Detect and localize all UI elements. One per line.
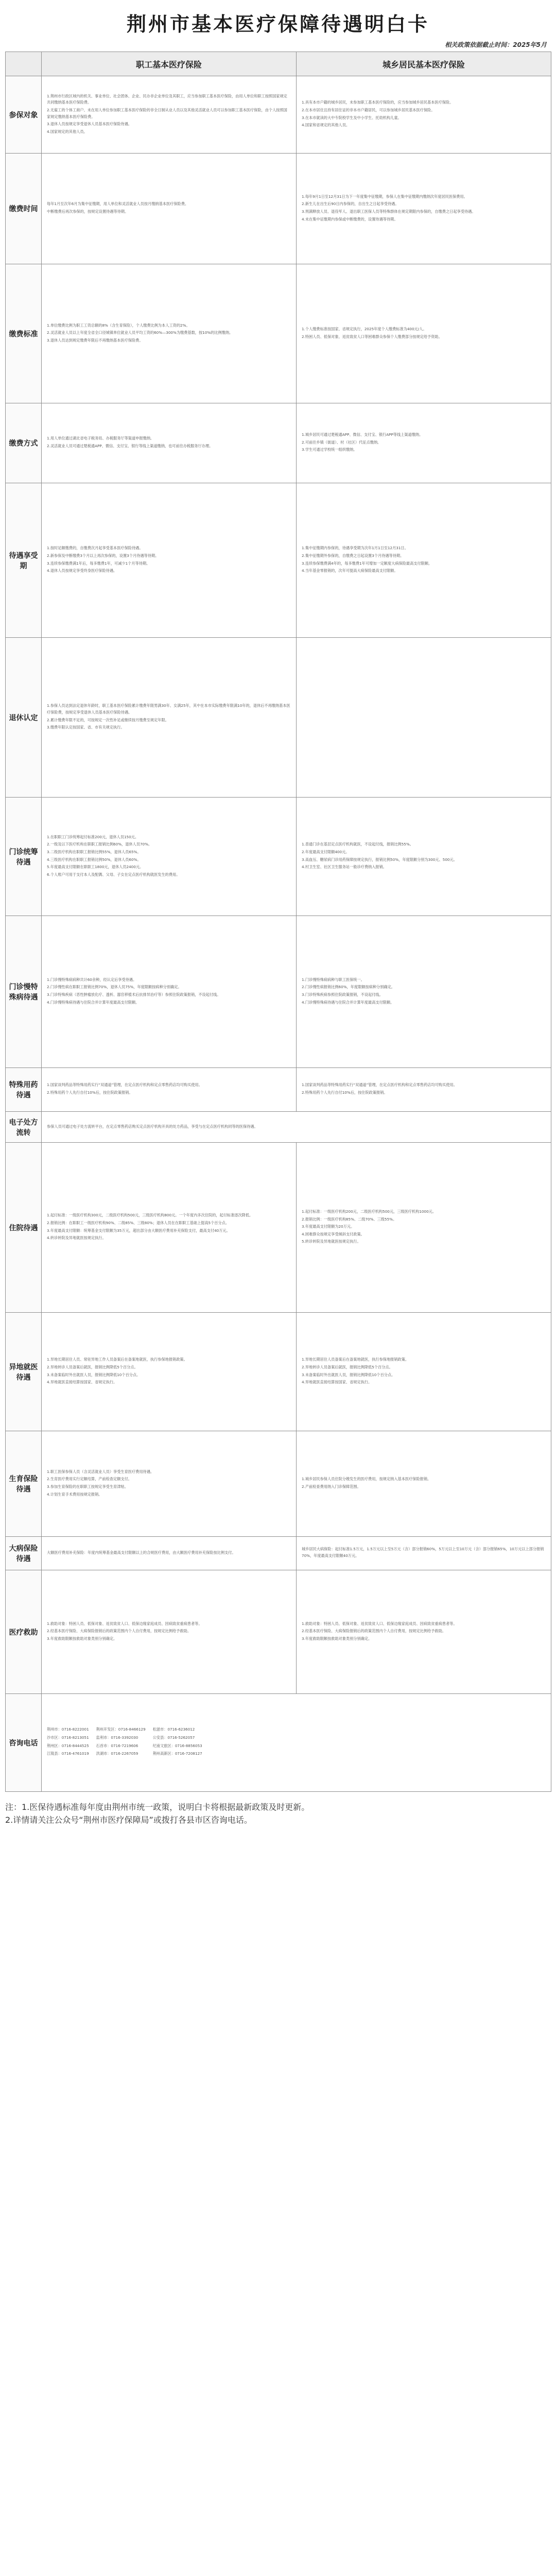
employee-paragraph: 1.在职职工门诊统筹起付标准200元，退休人员150元。	[47, 834, 139, 839]
resident-paragraph: 1.个人缴费标准按国家、省规定执行，2025年度个人缴费标准为400元/人。	[302, 326, 427, 331]
resident-cell	[297, 1143, 551, 1313]
table-row	[6, 154, 551, 264]
resident-paragraph: 4.未在集中征缴期内参保或中断缴费的，设置待遇等待期。	[302, 216, 398, 222]
employee-cell	[42, 798, 297, 916]
resident-paragraph: 3.学生可通过学校统一组织缴纳。	[302, 447, 357, 452]
employee-paragraph: 4.转诊转院及异地就医按规定执行。	[47, 1235, 106, 1241]
employee-cell	[42, 638, 297, 798]
contact-phone: 公安县：0716-5262057	[152, 1735, 195, 1740]
table-row	[6, 264, 551, 403]
resident-paragraph: 2.特困人员、低保对象、返贫致贫人口等困难群众参保个人缴费部分按规定给予资助。	[302, 334, 442, 339]
table-row	[6, 1537, 551, 1570]
resident-paragraph: 4.异地就医直接结算按国家、省规定执行。	[302, 1380, 372, 1385]
employee-paragraph: 1.门诊慢特殊病病种共计60余种，经认定后享受待遇。	[47, 977, 137, 982]
row-label: 电子处方流转	[6, 1112, 42, 1143]
employee-paragraph: 3.年度最高支付限额：统筹基金支付限额为35万元，超出部分由大额医疗费用补充保险支付，最高支付40万元。	[47, 1228, 230, 1233]
employee-paragraph: 1.用人单位通过湖北省电子税务局、办税服务厅等渠道申报缴纳。	[47, 436, 154, 441]
employee-cell	[42, 1313, 297, 1431]
contact-phone: 江陵县：0716-4761019	[47, 1751, 89, 1756]
row-label: 缴费时间	[6, 154, 42, 264]
resident-paragraph: 2.门诊慢性病报销比例60%，年度限额按病种分别确定。	[302, 985, 395, 990]
resident-paragraph: 4.村卫生室、社区卫生服务站一般诊疗费纳入报销。	[302, 865, 387, 870]
header-employee: 职工基本医疗保险	[42, 52, 297, 76]
contact-phone: 洪湖市：0716-2267059	[96, 1751, 138, 1756]
employee-paragraph: 1.职工医保参保人员（含灵活就业人员）享受生育医疗费用待遇。	[47, 1469, 154, 1474]
row-label: 异地就医待遇	[6, 1313, 42, 1431]
resident-paragraph: 1.救助对象：特困人员、低保对象、返贫致贫人口、低保边缘家庭成员、因病致贫重病患者等。	[302, 1621, 457, 1626]
table-row	[6, 1313, 551, 1431]
employee-paragraph: 2.新参保及中断缴费3个月以上再次参保的，设置3个月待遇等待期。	[47, 553, 159, 558]
resident-paragraph: 3.门诊特殊疾病参照住院政策报销，不设起付线。	[302, 992, 383, 997]
resident-cell	[297, 1570, 551, 1694]
resident-cell	[297, 916, 551, 1068]
resident-paragraph: 2.在本市居住且持有居住证的非本市户籍居民，可以参加城乡居民基本医疗保险。	[302, 107, 435, 112]
policy-date: 相关政策依据截止时间：2025年5月	[445, 41, 547, 48]
header-category	[6, 52, 42, 76]
employee-paragraph: 4.三级医疗机构在职职工报销比例50%，退休人员60%。	[47, 857, 141, 862]
resident-cell	[297, 1313, 551, 1431]
row-label: 生育保险待遇	[6, 1431, 42, 1537]
employee-paragraph: 2.灵活就业人员可通过楚税通APP、微信、支付宝、银行等线上渠道缴纳，也可前往办税服务厅办理。	[47, 444, 213, 448]
employee-paragraph: 4.计划生育手术费用按规定报销。	[47, 1492, 102, 1497]
benefit-table	[5, 52, 551, 1792]
employee-paragraph: 1.单位缴费比例为职工工资总额的8%（含生育保险），个人缴费比例为本人工资的2%。	[47, 323, 190, 328]
resident-paragraph: 1.普通门诊在基层定点医疗机构就医，不设起付线，报销比例55%。	[302, 842, 413, 847]
employee-paragraph: 1.参保人员达到法定退休年龄时，职工基本医疗保险累计缴费年限男满30年、女满25年，其中在本市实际缴费年限满10年的，退休后不再缴纳基本医疗保险费，按规定享受退休人员基本医疗保险待遇。	[47, 703, 290, 715]
resident-paragraph: 1.城乡居民可通过楚税通APP、微信、支付宝、银行APP等线上渠道缴纳。	[302, 432, 423, 437]
row-label: 退休认定	[6, 638, 42, 798]
employee-paragraph: 2.异地转诊人员备案后就医，报销比例降低5个百分点。	[47, 1364, 138, 1369]
row-label: 大病保险待遇	[6, 1537, 42, 1570]
contact-phone: 荆州区：0716-8444525	[47, 1743, 89, 1748]
employee-paragraph: 1.按时足额缴费的，自缴费次月起享受基本医疗保险待遇。	[47, 546, 143, 551]
employee-paragraph: 4.异地就医直接结算按国家、省规定执行。	[47, 1380, 117, 1385]
employee-cell	[42, 1570, 297, 1694]
employee-paragraph: 3.二级医疗机构在职职工报销比例55%，退休人员65%。	[47, 849, 141, 854]
resident-paragraph: 3.未备案临时外出就医人员，报销比例降低10个百分点。	[302, 1372, 395, 1377]
resident-cell	[297, 403, 551, 483]
employee-paragraph: 1.异地长期居住人员、常驻异地工作人员备案后在备案地就医，执行参保地报销政策。	[47, 1357, 187, 1362]
resident-paragraph: 3.年度最高支付限额为20万元。	[302, 1224, 355, 1229]
contact-phone: 监利市：0716-3392030	[96, 1735, 138, 1740]
employee-paragraph: 3.未备案临时外出就医人员，报销比例降低10个百分点。	[47, 1372, 141, 1377]
table-row	[6, 1143, 551, 1313]
table-row	[6, 76, 551, 154]
employee-paragraph: 2.生育医疗费用实行定额结算，产前检查定额支付。	[47, 1477, 132, 1482]
employee-paragraph: 大额医疗费用补充保险：年度内统筹基金最高支付限额以上的合规医疗费用，由大额医疗费用补充保险按比例支付。	[47, 1550, 236, 1555]
resident-paragraph: 3.在本市就读的大中专院校学生及中小学生、托幼机构儿童。	[302, 115, 402, 120]
table-row	[6, 1431, 551, 1537]
resident-paragraph: 1.门诊慢特殊病病种与职工医保统一。	[302, 977, 364, 982]
table-row	[6, 1068, 551, 1112]
employee-paragraph: 3.参加生育保险的在职职工按规定享受生育津贴。	[47, 1484, 128, 1489]
employee-cell	[42, 483, 297, 638]
employee-paragraph: 1.荆州市行政区域内的机关、事业单位、社会团体、企业、民办非企业单位及其职工，应当参加职工基本医疗保险，由用人单位和职工按照国家规定共同缴纳基本医疗保险费。	[47, 93, 287, 105]
employee-cell	[42, 1068, 297, 1112]
contact-phone: 荆州开发区：0716-8466129	[96, 1727, 146, 1732]
resident-cell	[297, 483, 551, 638]
resident-paragraph: 1.集中征缴期内参保的，待遇享受期为次年1月1日至12月31日。	[302, 546, 408, 551]
employee-paragraph: 5.年度最高支付限额在职职工1800元，退休人员2400元。	[47, 865, 144, 870]
row-label: 医疗救助	[6, 1570, 42, 1694]
employee-paragraph: 1.起付标准：一级医疗机构300元，二级医疗机构500元，三级医疗机构800元。一个年度内多次住院的，起付标准逐次降低。	[47, 1213, 253, 1218]
resident-cell	[297, 154, 551, 264]
resident-paragraph: 2.年度最高支付限额400元。	[302, 849, 350, 854]
row-label: 住院待遇	[6, 1143, 42, 1313]
resident-paragraph: 4.门诊慢特殊病待遇与住院合并计算年度最高支付限额。	[302, 999, 394, 1005]
table-row	[6, 916, 551, 1068]
contact-list	[42, 1694, 551, 1792]
contact-phone: 荆州高新区：0716-7208127	[152, 1751, 202, 1756]
resident-paragraph: 1.起付标准：一级医疗机构200元，二级医疗机构500元，三级医疗机构1000元。	[302, 1209, 437, 1214]
employee-paragraph: 2.门诊慢性病在职职工报销比例70%，退休人员75%，年度限额按病种分别确定。	[47, 985, 182, 990]
employee-paragraph: 1.国家谈判药品等特殊用药实行“双通道”管理，在定点医疗机构和定点零售药店均可购买使用。	[47, 1082, 202, 1088]
page-title: 荆州市基本医疗保障待遇明白卡	[126, 12, 429, 36]
employee-cell	[42, 403, 297, 483]
header-resident: 城乡居民基本医疗保险	[297, 52, 551, 76]
employee-paragraph: 2.累计缴费年限不足的，可按规定一次性补足或继续按月缴费至规定年限。	[47, 717, 169, 722]
contact-phone: 纪南文旅区：0716-8856053	[152, 1743, 202, 1748]
resident-cell	[297, 76, 551, 154]
table-row	[6, 1694, 551, 1792]
resident-paragraph: 4.国家和省规定的其他人员。	[302, 123, 350, 128]
resident-paragraph: 1.每年9月1日至12月31日为下一年度集中征缴期，参保人在集中征缴期内缴纳次年度居民医保费用。	[302, 194, 467, 199]
table-row	[6, 1570, 551, 1694]
resident-paragraph: 4.困难群众按规定享受倾斜支付政策。	[302, 1231, 364, 1236]
benefit-card-page	[5, 4, 551, 1827]
employee-paragraph: 中断缴费后再次参保的，按规定设置待遇等待期。	[47, 209, 129, 214]
resident-paragraph: 2.特殊用药个人先行自付10%后，按住院政策报销。	[302, 1090, 388, 1095]
row-label: 咨询电话	[6, 1694, 42, 1792]
resident-paragraph: 5.转诊转院及异地就医按规定执行。	[302, 1239, 361, 1244]
resident-cell	[297, 638, 551, 798]
row-label: 缴费方式	[6, 403, 42, 483]
employee-paragraph: 4.退休人员按规定享受终身医疗保险待遇。	[47, 568, 117, 573]
table-row	[6, 798, 551, 916]
resident-paragraph: 2.集中征缴期外参保的，自缴费之日起设置3个月待遇等待期。	[302, 553, 404, 558]
resident-paragraph: 1.异地长期居住人员备案后在备案地就医，执行参保地报销政策。	[302, 1357, 409, 1362]
employee-cell	[42, 264, 297, 403]
table-row	[6, 1112, 551, 1143]
employee-paragraph: 2.无雇工的个体工商户、未在用人单位参加职工基本医疗保险的非全日制从业人员以及其他灵活就业人员可以参加职工基本医疗保险，由个人按照国家规定缴纳基本医疗保险费。	[47, 107, 287, 119]
employee-paragraph: 2.灵活就业人员以上年度全省全口径城镇单位就业人员平均工资的60%—300%为缴费基数，按10%的比例缴纳。	[47, 330, 233, 335]
employee-paragraph: 6.个人账户可用于支付本人及配偶、父母、子女在定点医疗机构就医发生的费用。	[47, 872, 180, 877]
footnote-1: 注：1.医保待遇标准每年度由荆州市统一政策，说明白卡将根据最新政策及时更新。	[5, 1802, 310, 1812]
resident-paragraph: 2.经基本医疗保险、大病保险报销后的政策范围内个人自付费用，按规定比例给予救助。	[302, 1629, 446, 1634]
employee-paragraph: 2.报销比例：在职职工一级医疗机构90%、二级85%、三级80%；退休人员在在职职工基础上提高5个百分点。	[47, 1220, 230, 1225]
contact-phone: 沙市区：0716-8213051	[47, 1735, 89, 1740]
resident-cell	[297, 264, 551, 403]
employee-paragraph: 3.退休人员按规定享受退休人员基本医疗保险待遇。	[47, 122, 132, 127]
row-label: 门诊统筹待遇	[6, 798, 42, 916]
resident-paragraph: 3.连续参保缴费满4年的，每多缴费1年可增加一定额度大病保险最高支付限额。	[302, 561, 432, 566]
employee-paragraph: 4.门诊慢特殊病待遇与住院合并计算年度最高支付限额。	[47, 999, 140, 1005]
employee-cell	[42, 154, 297, 264]
row-label: 缴费标准	[6, 264, 42, 403]
resident-paragraph: 1.国家谈判药品等特殊用药实行“双通道”管理，在定点医疗机构和定点零售药店均可购买使用。	[302, 1082, 457, 1088]
employee-cell	[42, 1431, 297, 1537]
row-label: 待遇享受期	[6, 483, 42, 638]
resident-paragraph: 城乡居民大病保险：起付标准1.5万元，1.5万元以上至5万元（含）部分报销60%，5万元以上至10万元（含）部分报销65%，10万元以上部分报销70%，年度最高支付限额40万元。	[302, 1547, 544, 1558]
employee-cell	[42, 1143, 297, 1313]
employee-paragraph: 2.特殊用药个人先行自付10%后，按住院政策报销。	[47, 1090, 133, 1095]
footnotes	[5, 1801, 551, 1827]
resident-paragraph: 2.报销比例：一级医疗机构85%、二级70%、三级55%。	[302, 1216, 397, 1222]
contact-phone: 松滋市：0716-6236012	[152, 1727, 195, 1732]
employee-paragraph: 3.退休人员达到规定缴费年限后不再缴纳基本医疗保险费。	[47, 337, 143, 343]
resident-cell	[297, 1068, 551, 1112]
employee-paragraph: 1.救助对象：特困人员、低保对象、返贫致贫人口、低保边缘家庭成员、因病致贫重病患者等。	[47, 1621, 202, 1626]
employee-paragraph: 4.国家规定的其他人员。	[47, 129, 88, 134]
employee-cell	[42, 1537, 297, 1570]
employee-paragraph: 3.连续参保缴费满1年后，每多缴费1年，可减少1个月等待期。	[47, 561, 150, 566]
employee-cell	[42, 916, 297, 1068]
employee-paragraph: 3.年度救助限额按救助对象类别分别确定。	[47, 1636, 117, 1641]
row-label: 门诊慢特殊病待遇	[6, 916, 42, 1068]
table-row	[6, 403, 551, 483]
resident-cell	[297, 1431, 551, 1537]
resident-paragraph: 4.当年基金零报销的，次年可提高大病保险最高支付限额。	[302, 568, 398, 573]
employee-cell	[42, 76, 297, 154]
footnote-2: 2.详情请关注公众号“荆州市医疗保障局”或拨打各县市区咨询电话。	[5, 1815, 252, 1825]
resident-cell	[297, 1537, 551, 1570]
table-row	[6, 483, 551, 638]
employee-paragraph: 2.经基本医疗保险、大病保险报销后的政策范围内个人自付费用，按规定比例给予救助。	[47, 1629, 191, 1634]
row-label: 特殊用药待遇	[6, 1068, 42, 1112]
resident-paragraph: 2.产前检查费用纳入门诊保障范围。	[302, 1484, 361, 1489]
employee-paragraph: 2.一级及以下医疗机构在职职工报销比例60%，退休人员70%。	[47, 842, 152, 847]
resident-cell	[297, 798, 551, 916]
row-content: 参保人员可通过电子处方流转平台，在定点零售药店购买定点医疗机构开具的处方药品，享受与在定点医疗机构同等的医保待遇。	[42, 1112, 551, 1143]
resident-paragraph: 3.年度救助限额按救助对象类别分别确定。	[302, 1636, 372, 1641]
employee-paragraph: 3.门诊特殊疾病（恶性肿瘤放化疗、透析、器官移植术后抗排异治疗等）参照住院政策报销，不设起付线。	[47, 992, 221, 997]
contact-phone: 石首市：0716-7219606	[96, 1743, 138, 1748]
table-row	[6, 638, 551, 798]
resident-paragraph: 2.新生儿在出生后90日内参保的，自出生之日起享受待遇。	[302, 201, 399, 207]
resident-paragraph: 3.高血压、糖尿病门诊用药保障按规定执行，报销比例50%，年度限额分别为300元、500元。	[302, 857, 457, 862]
resident-paragraph: 2.异地转诊人员备案后就医，报销比例降低5个百分点。	[302, 1364, 393, 1369]
employee-paragraph: 3.缴费年限认定按国家、省、市有关规定执行。	[47, 725, 125, 730]
resident-paragraph: 1.城乡居民参保人员住院分娩发生的医疗费用，按规定纳入基本医疗保险报销。	[302, 1477, 431, 1482]
row-label: 参保对象	[6, 76, 42, 154]
contact-phone: 荆州市：0716-8222001	[47, 1727, 89, 1732]
resident-paragraph: 1.具有本市户籍的城乡居民，未参加职工基本医疗保险的，应当参加城乡居民基本医疗保险。	[302, 100, 454, 105]
resident-paragraph: 3.刑满释放人员、退役军人、退出职工医保人员等特殊群体在规定期限内参保的，自缴费之日起享受待遇。	[302, 209, 476, 214]
resident-paragraph: 2.可前往乡镇（街道）、村（社区）代征点缴纳。	[302, 439, 381, 445]
employee-paragraph: 每年1月至次年6月为集中征缴期，用人单位和灵活就业人员按月缴纳基本医疗保险费。	[47, 201, 189, 207]
